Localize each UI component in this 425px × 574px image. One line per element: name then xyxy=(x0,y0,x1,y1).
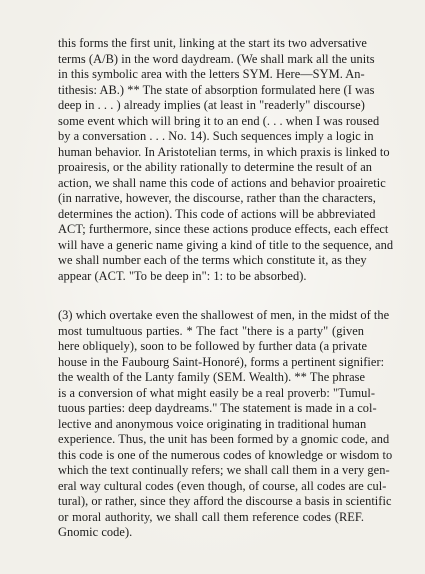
text-line: ACT; furthermore, since these actions produce effects, each effect xyxy=(58,222,389,236)
text-line: Gnomic code). xyxy=(58,525,133,539)
text-line: the wealth of the Lanty family (SEM. Wealth). ** The phrase xyxy=(58,370,366,384)
text-line: in this symbolic area with the letters SYM. Here—SYM. An- xyxy=(58,67,365,81)
text-line: this forms the first unit, linking at the start its two adversative xyxy=(58,36,367,50)
text-line: action, we shall name this code of actions and behavior proairetic xyxy=(58,175,386,190)
paragraph-2 xyxy=(58,308,393,541)
text-line: eral way cultural codes (even though, of course, all codes are cul- xyxy=(58,478,387,493)
text-line: determines the action). This code of actions will be abbreviated xyxy=(58,206,376,221)
text-line: which the text continually refers; we shall call them in a very gen- xyxy=(58,463,390,477)
text-line: is a conversion of what might easily be a real proverb: "Tumul- xyxy=(58,385,376,400)
text-line: here obliquely), soon to be followed by further data (a private xyxy=(58,339,368,353)
text-line: tural), or rather, since they afford the discourse a basis in scientific xyxy=(58,494,392,508)
text-line: (in narrative, however, the discourse, rather than the characters, xyxy=(58,191,376,205)
text-line: some event which will bring it to an end (. . . when I was roused xyxy=(58,113,380,128)
text-line: proairesis, or the ability rationally to determine the result of an xyxy=(58,160,373,174)
text-line: will have a generic name giving a kind of title to the sequence, and xyxy=(58,237,394,252)
text-line: tithesis: AB.) ** The state of absorption formulated here (I was xyxy=(58,82,375,97)
text-line: most tumultuous parties. * The fact "there is a party" (given xyxy=(58,323,364,338)
text-line: we shall number each of the terms which constitute it, as they xyxy=(58,253,367,267)
text-line: lective and anonymous voice originating in traditional human xyxy=(58,416,367,431)
paragraph-1 xyxy=(58,36,394,284)
text-line: (3) which overtake even the shallowest of men, in the midst of the xyxy=(58,308,390,322)
text-line: or moral authority, we shall call them reference codes (REF. xyxy=(58,509,364,524)
text-line: terms (A/B) in the word daydream. (We shall mark all the units xyxy=(58,51,375,66)
text-line: by a conversation . . . No. 14). Such sequences imply a logic in xyxy=(58,129,374,143)
text-line: human behavior. In Aristotelian terms, in which praxis is linked to xyxy=(58,144,390,159)
text-line: tuous parties: deep daydreams." The statement is made in a col- xyxy=(58,401,377,415)
text-line: this code is one of the numerous codes of knowledge or wisdom to xyxy=(58,447,393,462)
text-line: appear (ACT. "To be deep in": 1: to be absorbed). xyxy=(58,268,307,283)
text-line: house in the Faubourg Saint-Honoré), forms a pertinent signifier: xyxy=(58,354,385,369)
text-line: experience. Thus, the unit has been formed by a gnomic code, and xyxy=(58,432,390,446)
text-line: deep in . . . ) already implies (at least in "readerly" discourse) xyxy=(58,98,365,112)
